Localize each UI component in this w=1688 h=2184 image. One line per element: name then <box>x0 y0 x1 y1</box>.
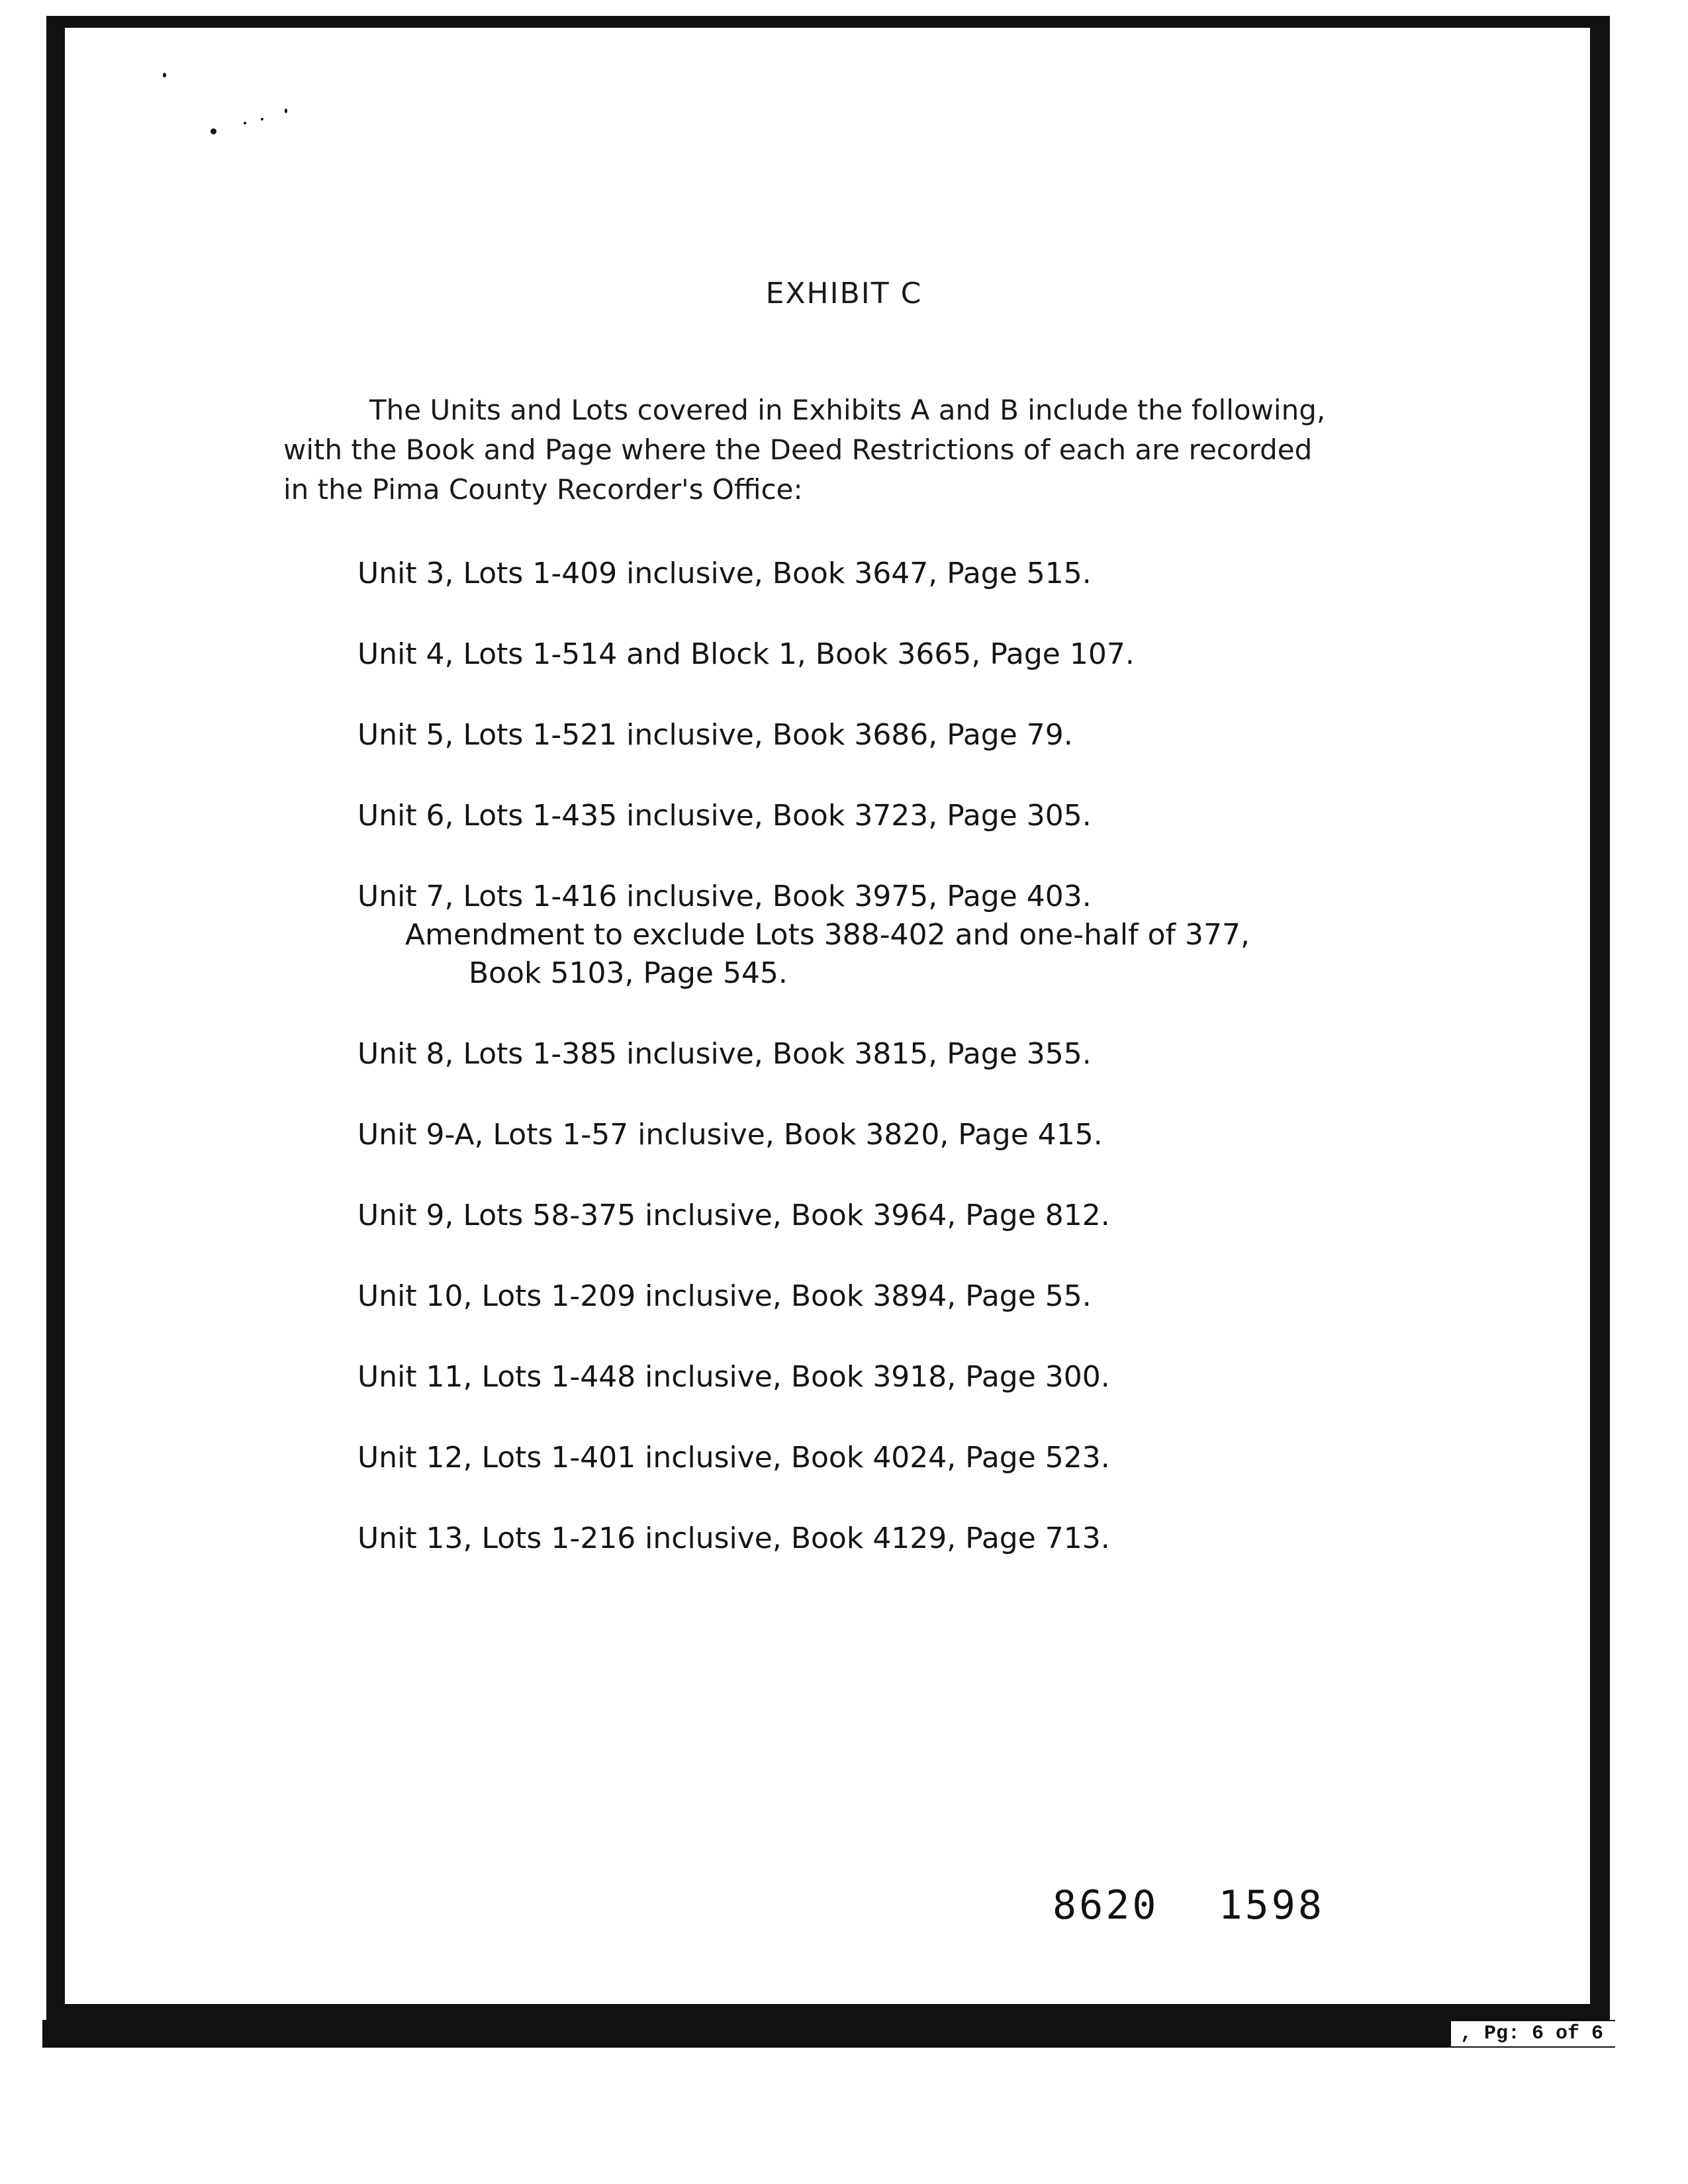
unit-record: Unit 3, Lots 1-409 inclusive, Book 3647, Page 515. <box>357 557 1092 590</box>
unit-entry <box>357 1197 1417 1235</box>
unit-record: Unit 7, Lots 1-416 inclusive, Book 3975, Page 403. <box>357 880 1092 913</box>
unit-record: Unit 10, Lots 1-209 inclusive, Book 3894, Page 55. <box>357 1279 1092 1313</box>
scan-speck <box>163 73 166 77</box>
unit-entry <box>357 1116 1417 1154</box>
intro-line: The Units and Lots covered in Exhibits A and B include the following, <box>369 394 1326 426</box>
unit-record: Unit 4, Lots 1-514 and Block 1, Book 3665, Page 107. <box>357 637 1135 671</box>
unit-record: Unit 8, Lots 1-385 inclusive, Book 3815, Page 355. <box>357 1037 1092 1071</box>
unit-entry <box>357 555 1417 593</box>
intro-paragraph <box>283 390 1342 510</box>
unit-list <box>357 555 1417 1600</box>
unit-record: Unit 12, Lots 1-401 inclusive, Book 4024, Page 523. <box>357 1441 1110 1475</box>
unit-record: Unit 13, Lots 1-216 inclusive, Book 4129, Page 713. <box>357 1522 1110 1555</box>
unit-entry <box>357 635 1417 674</box>
unit-entry <box>357 1277 1417 1316</box>
unit-record: Unit 11, Lots 1-448 inclusive, Book 3918, Page 300. <box>357 1360 1110 1394</box>
exhibit-title: EXHIBIT C <box>765 277 923 310</box>
recording-book: 8620 <box>1053 1882 1159 1929</box>
scan-bottom-strip <box>42 2020 1615 2048</box>
unit-record: Unit 6, Lots 1-435 inclusive, Book 3723, Page 305. <box>357 799 1092 833</box>
intro-line: with the Book and Page where the Deed Restrictions of each are recorded <box>283 433 1313 466</box>
scan-speck <box>285 109 287 113</box>
page-indicator: , Pg: 6 of 6 <box>1451 2021 1615 2046</box>
unit-entry <box>357 1439 1417 1477</box>
intro-line: in the Pima County Recorder's Office: <box>283 473 803 506</box>
unit-entry <box>357 1520 1417 1558</box>
unit-record: Unit 5, Lots 1-521 inclusive, Book 3686, Page 79. <box>357 718 1073 752</box>
unit-entry <box>357 797 1417 835</box>
recording-page: 1598 <box>1218 1882 1325 1929</box>
scan-speck <box>211 128 216 134</box>
amendment-line: Amendment to exclude Lots 388-402 and one-half of 377, <box>405 918 1250 952</box>
scan-speck <box>261 118 263 120</box>
unit-entry <box>357 1035 1417 1073</box>
unit-entry <box>357 878 1417 993</box>
recording-number <box>1053 1882 1325 1929</box>
scan-speck <box>244 122 246 124</box>
unit-entry <box>357 716 1417 754</box>
unit-record: Unit 9, Lots 58-375 inclusive, Book 3964, Page 812. <box>357 1199 1110 1232</box>
amendment-reference: Book 5103, Page 545. <box>469 956 788 990</box>
unit-record: Unit 9-A, Lots 1-57 inclusive, Book 3820, Page 415. <box>357 1118 1103 1152</box>
unit-entry <box>357 1358 1417 1396</box>
